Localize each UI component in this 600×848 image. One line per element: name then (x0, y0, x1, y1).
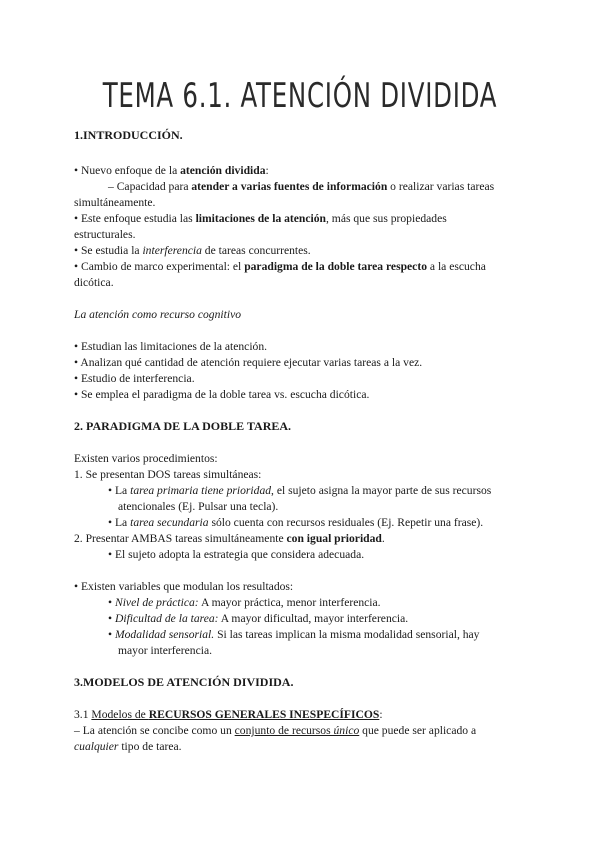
procedure-1-bullet-b (108, 515, 483, 530)
section-heading-introduccion: 1.INTRODUCCIÓN. (74, 128, 183, 142)
procedures-intro: Existen varios procedimientos: (74, 452, 218, 465)
text: 3.1 (74, 708, 92, 721)
text: • (108, 596, 115, 609)
procedure-1-bullet-a-cont: atencionales (Ej. Pulsar una tecla). (118, 500, 279, 513)
model-line-2 (74, 739, 182, 754)
text: . (381, 532, 385, 545)
underlined-bold-text: RECURSOS GENERALES INESPECÍFICOS (148, 708, 380, 721)
resource-bullet-1: • Estudian las limitaciones de la atención. (74, 340, 268, 353)
text: • La (108, 484, 131, 497)
intro-bullet-2-cont: estructurales. (74, 228, 136, 241)
underlined-text: Modelos de (91, 708, 149, 721)
section-heading-modelos: 3.MODELOS DE ATENCIÓN DIVIDIDA. (74, 675, 294, 689)
italic-text: tarea primaria tiene prioridad (130, 484, 272, 497)
intro-bullet-1 (74, 163, 269, 178)
resource-bullet-2: • Analizan qué cantidad de atención requiere ejecutar varias tareas a la vez. (74, 356, 423, 369)
variable-2 (108, 611, 408, 626)
italic-text: Nivel de práctica: (114, 596, 199, 609)
variables-intro: • Existen variables que modulan los resultados: (74, 580, 294, 593)
text: tipo de tarea. (118, 740, 182, 753)
text: • Se estudia la (74, 244, 143, 257)
intro-bullet-2 (74, 211, 447, 226)
variable-3 (108, 627, 479, 642)
procedure-1-bullet-a (108, 483, 491, 498)
procedure-2-bullet: • El sujeto adopta la estrategia que considera adecuada. (108, 548, 365, 561)
italic-text: interferencia (142, 244, 202, 257)
variable-3-cont: mayor interferencia. (118, 644, 212, 657)
italic-text: Modalidad sensorial. (114, 628, 215, 641)
text: a la escucha (427, 260, 486, 273)
underlined-italic-text (334, 724, 360, 737)
text: • Este enfoque estudia las (74, 212, 196, 225)
text: 2. Presentar AMBAS tareas simultáneamente (74, 532, 287, 545)
intro-bullet-3 (74, 243, 311, 258)
italic-text: La atención como recurso cognitivo (74, 308, 242, 321)
intro-sub-bullet-cont: simultáneamente. (74, 196, 156, 209)
text: : (379, 708, 383, 721)
italic-text: Dificultad de la tarea: (114, 612, 219, 625)
intro-bullet-4-cont: dicótica. (74, 276, 114, 289)
bold-text: atender a varias fuentes de información (191, 180, 388, 193)
model-line-1 (74, 723, 476, 738)
text: • Cambio de marco experimental: el (74, 260, 245, 273)
italic-text: cualquier (74, 740, 119, 753)
intro-bullet-4 (74, 259, 486, 274)
bold-text: limitaciones de la atención (195, 212, 326, 225)
text: o realizar varias tareas (387, 180, 495, 193)
variable-1 (108, 595, 381, 610)
text: Si las tareas implican la misma modalidad sensorial, hay (214, 628, 480, 641)
underlined-text: conjunto de recursos (234, 724, 334, 737)
bold-text: paradigma de la doble tarea respecto (244, 260, 427, 273)
resource-bullet-4: • Se emplea el paradigma de la doble tarea vs. escucha dicótica. (74, 388, 370, 401)
subsection-title (74, 307, 241, 322)
text: • (108, 628, 115, 641)
text: – Capacidad para (108, 180, 192, 193)
text: • (108, 612, 115, 625)
bold-text: atención dividida (180, 164, 266, 177)
intro-sub-bullet (108, 179, 494, 194)
text: , el sujeto asigna la mayor parte de sus recursos (271, 484, 492, 497)
procedure-2 (74, 531, 385, 546)
text: – La atención se concibe como un (74, 724, 235, 737)
text: A mayor dificultad, mayor interferencia. (218, 612, 409, 625)
italic-text: único (333, 724, 360, 737)
resource-bullet-3: • Estudio de interferencia. (74, 372, 195, 385)
italic-text: tarea secundaria (130, 516, 209, 529)
text: • La (108, 516, 131, 529)
section-heading-paradigma: 2. PARADIGMA DE LA DOBLE TAREA. (74, 419, 292, 433)
bold-text: con igual prioridad (286, 532, 382, 545)
text: sólo cuenta con recursos residuales (Ej. Repetir una frase). (208, 516, 484, 529)
procedure-1: 1. Se presentan DOS tareas simultáneas: (74, 468, 262, 481)
text: de tareas concurrentes. (201, 244, 311, 257)
page-title: TEMA 6.1. ATENCIÓN DIVIDIDA (102, 76, 498, 116)
text: , más que sus propiedades (326, 212, 447, 225)
text: • Nuevo enfoque de la (74, 164, 181, 177)
text: que puede ser aplicado a (359, 724, 477, 737)
subsection-3-1 (74, 707, 383, 722)
text: : (265, 164, 269, 177)
text: A mayor práctica, menor interferencia. (198, 596, 381, 609)
